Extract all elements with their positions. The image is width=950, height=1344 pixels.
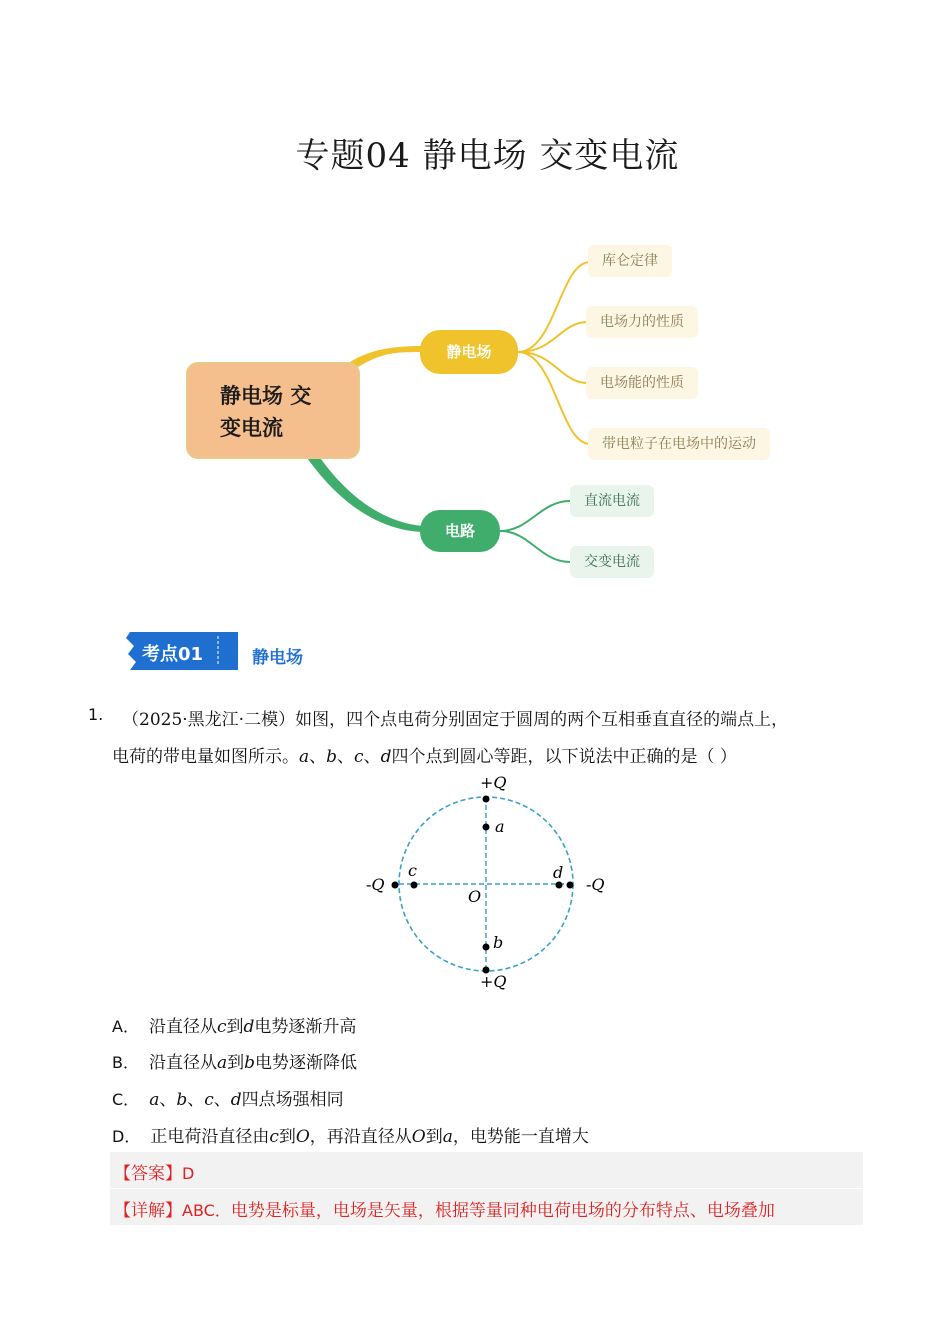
mindmap-leaf-field-force: 电场力的性质 (586, 306, 698, 338)
answer-line: 【答案】D (114, 1164, 195, 1184)
mindmap-leaf-dc: 直流电流 (570, 485, 654, 517)
connector-static-leaf3 (518, 352, 588, 383)
answer-background (110, 1152, 863, 1188)
mindmap-leaf-coulomb: 库仑定律 (588, 245, 672, 277)
label-right-charge: -Q (586, 875, 605, 894)
label-c: c (408, 861, 417, 880)
label-d: d (553, 863, 564, 882)
connector-circuit-leaf2 (500, 531, 570, 562)
point-c-dot (411, 882, 418, 889)
label-bottom-charge: +Q (480, 972, 507, 991)
question-number: 1. (88, 705, 104, 724)
mindmap-node-circuit: 电路 (420, 510, 500, 552)
mindmap-leaf-particle-motion: 带电粒子在电场中的运动 (588, 428, 770, 460)
mindmap-root-line2: 变电流 (220, 416, 283, 440)
mindmap-root (186, 362, 360, 459)
mindmap-leaf-ac: 交变电流 (570, 546, 654, 578)
connector-root-circuit (305, 455, 422, 532)
connector-circuit-leaf1 (500, 501, 570, 531)
document-title: 专题04 静电场 交变电流 (295, 136, 680, 176)
charge-right-dot (567, 882, 574, 889)
detail-line: 【详解】ABC．电势是标量，电场是矢量，根据等量同种电荷电场的分布特点、电场叠加 (114, 1201, 775, 1221)
mindmap-root-line1: 静电场 交 (220, 384, 312, 408)
connector-root-static (350, 346, 422, 372)
question-line1: （2025·黑龙江·二模）如图，四个点电荷分别固定于圆周的两个互相垂直直径的端点上， (122, 710, 789, 730)
mindmap-node-static: 静电场 (420, 330, 518, 374)
charge-circle-figure (360, 768, 620, 994)
label-center: O (468, 887, 482, 906)
connector-static-leaf2 (518, 322, 588, 352)
charge-top-dot (483, 796, 490, 803)
question-line2: 电荷的带电量如图所示。a、b、c、d四个点到圆心等距，以下说法中正确的是（ ） (112, 747, 737, 767)
option-b: B． 沿直径从a到b电势逐渐降低 (112, 1053, 358, 1073)
label-left-charge: -Q (366, 875, 385, 894)
point-d-dot (556, 882, 563, 889)
option-c: C． a、b、c、d四点场强相同 (112, 1090, 344, 1110)
option-d: D． 正电荷沿直径由c到O，再沿直径从O到a，电势能一直增大 (112, 1127, 589, 1147)
option-a: A． 沿直径从c到d电势逐渐升高 (112, 1017, 357, 1037)
label-b: b (493, 933, 504, 952)
charge-left-dot (392, 882, 399, 889)
section-tag-label: 考点01 (142, 644, 204, 665)
label-a: a (495, 817, 505, 836)
mindmap-leaf-field-energy: 电场能的性质 (586, 367, 698, 399)
point-a-dot (483, 824, 490, 831)
point-b-dot (483, 944, 490, 951)
section-title: 静电场 (252, 648, 303, 668)
label-top-charge: +Q (480, 773, 507, 792)
